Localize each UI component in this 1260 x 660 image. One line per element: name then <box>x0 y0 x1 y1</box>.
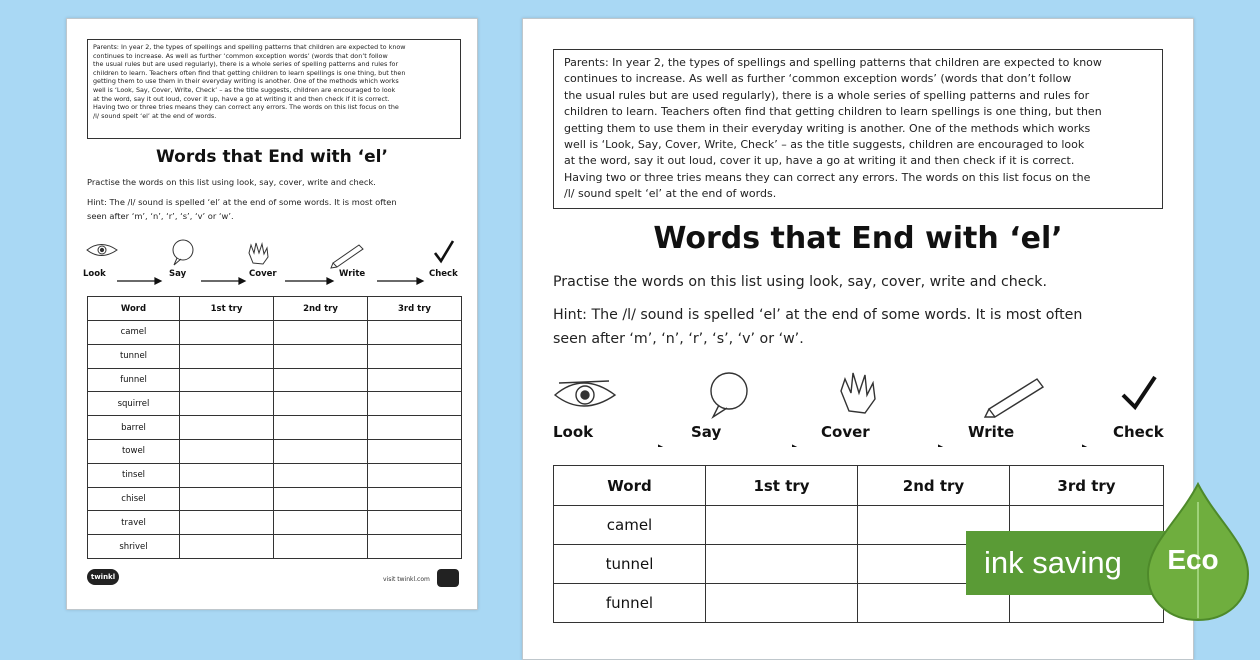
intro-line: getting them to use them in their everyday writing is another. One of the methods which works <box>564 121 1091 135</box>
word-cell: squirrel <box>88 392 180 416</box>
table-row <box>88 344 462 368</box>
step-write: Write <box>339 269 366 279</box>
check-icon <box>1123 377 1155 407</box>
table-row <box>88 487 462 511</box>
intro-line: children to learn. Teachers often find that getting children to learn spellings is one thing, but then <box>564 105 1102 119</box>
intro-line: the usual rules but are used regularly), there is a whole series of spelling patterns and rules for <box>564 88 1090 102</box>
ink-saving-banner: ink saving <box>966 531 1172 595</box>
word-cell: funnel <box>554 584 706 623</box>
spelling-table <box>87 296 462 559</box>
table-row <box>88 511 462 535</box>
instruction-text: Practise the words on this list using look, say, cover, write and check. <box>553 274 1048 290</box>
speech-bubble-icon <box>173 240 193 265</box>
worksheet-thumbnail <box>66 18 478 610</box>
table-row <box>88 368 462 392</box>
check-icon <box>435 241 453 261</box>
step-check: Check <box>429 269 458 279</box>
intro-line: Parents: In year 2, the types of spellings and spelling patterns that children are expected to know <box>564 56 1102 69</box>
pencil-icon <box>331 245 363 268</box>
step-say: Say <box>691 423 722 441</box>
intro-line: continues to increase. As well as further ‘common exception words’ (words that don’t follow <box>93 51 388 60</box>
hand-icon <box>841 373 875 413</box>
hint-text: seen after ‘m’, ‘n’, ‘r’, ‘s’, ‘v’ or ‘w’. <box>87 211 234 221</box>
step-cover: Cover <box>249 269 277 279</box>
word-cell: camel <box>88 321 180 345</box>
column-header: 1st try <box>180 297 274 321</box>
step-look: Look <box>83 269 106 279</box>
eye-icon <box>87 245 117 256</box>
word-cell: camel <box>554 506 706 545</box>
intro-line: the usual rules but are used regularly), there is a whole series of spelling patterns and rules for <box>93 60 399 69</box>
word-cell: funnel <box>88 368 180 392</box>
step-look: Look <box>553 423 594 441</box>
steps-graphic <box>81 237 471 297</box>
footer-url: visit twinkl.com <box>383 576 430 583</box>
word-cell: towel <box>88 439 180 463</box>
column-header: 3rd try <box>368 297 462 321</box>
page-title: Words that End with ‘el’ <box>156 147 388 167</box>
column-header: 2nd try <box>274 297 368 321</box>
word-cell: tunnel <box>88 344 180 368</box>
eye-icon <box>555 381 615 406</box>
column-header: Word <box>554 466 706 506</box>
intro-line: Having two or three tries means they can correct any errors. The words on this list focus on the <box>93 103 399 112</box>
page-title: Words that End with ‘el’ <box>653 221 1063 256</box>
word-cell: travel <box>88 511 180 535</box>
hint-text: seen after ‘m’, ‘n’, ‘r’, ‘s’, ‘v’ or ‘w’. <box>553 331 804 347</box>
step-write: Write <box>968 423 1015 441</box>
word-cell: barrel <box>88 416 180 440</box>
table-row <box>88 535 462 559</box>
word-cell: chisel <box>88 487 180 511</box>
word-cell: tinsel <box>88 463 180 487</box>
intro-line: /l/ sound spelt ‘el’ at the end of words. <box>564 187 777 201</box>
intro-line: /l/ sound spelt ‘el’ at the end of words. <box>93 111 217 120</box>
hint-text: Hint: The /l/ sound is spelled ‘el’ at the end of some words. It is most often <box>87 197 397 207</box>
twinkl-logo: twinkl <box>87 569 119 585</box>
eco-label: Eco <box>1167 544 1219 575</box>
column-header: Word <box>88 297 180 321</box>
intro-line: Having two or three tries means they can correct any errors. The words on this list focus on the <box>564 170 1091 184</box>
intro-line: well is ‘Look, Say, Cover, Write, Check’ – as the title suggests, children are encouraged to look <box>564 138 1085 152</box>
table-row <box>88 463 462 487</box>
instruction-text: Practise the words on this list using look, say, cover, write and check. <box>87 177 376 187</box>
step-cover: Cover <box>821 423 870 441</box>
table-row <box>88 392 462 416</box>
publisher-logo <box>437 569 459 587</box>
intro-box <box>87 39 461 139</box>
word-cell: tunnel <box>554 545 706 584</box>
intro-line: continues to increase. As well as further ‘common exception words’ (words that don’t follow <box>564 72 1072 86</box>
intro-line: well is ‘Look, Say, Cover, Write, Check’ – as the title suggests, children are encouraged to look <box>93 85 396 94</box>
intro-box <box>553 49 1163 209</box>
pencil-icon <box>985 379 1043 417</box>
intro-line: Parents: In year 2, the types of spellings and spelling patterns that children are expected to know <box>93 43 406 51</box>
intro-line: getting them to use them in their everyday writing is another. One of the methods which works <box>93 77 399 86</box>
step-check: Check <box>1113 423 1164 441</box>
step-say: Say <box>169 269 187 279</box>
column-header: 3rd try <box>1010 466 1164 506</box>
speech-bubble-icon <box>711 373 747 417</box>
column-header: 1st try <box>706 466 858 506</box>
table-row <box>88 321 462 345</box>
hand-icon <box>249 243 268 264</box>
table-row <box>88 439 462 463</box>
hint-text: Hint: The /l/ sound is spelled ‘el’ at the end of some words. It is most often <box>553 307 1083 323</box>
column-header: 2nd try <box>858 466 1010 506</box>
intro-line: at the word, say it out loud, cover it up, have a go at writing it and then check if it is correct. <box>564 154 1075 168</box>
intro-line: children to learn. Teachers often find that getting children to learn spellings is one thing, but then <box>93 68 406 77</box>
word-cell: shrivel <box>88 535 180 559</box>
intro-line: at the word, say it out loud, cover it up, have a go at writing it and then check if it is correct. <box>93 94 390 103</box>
table-row <box>88 416 462 440</box>
